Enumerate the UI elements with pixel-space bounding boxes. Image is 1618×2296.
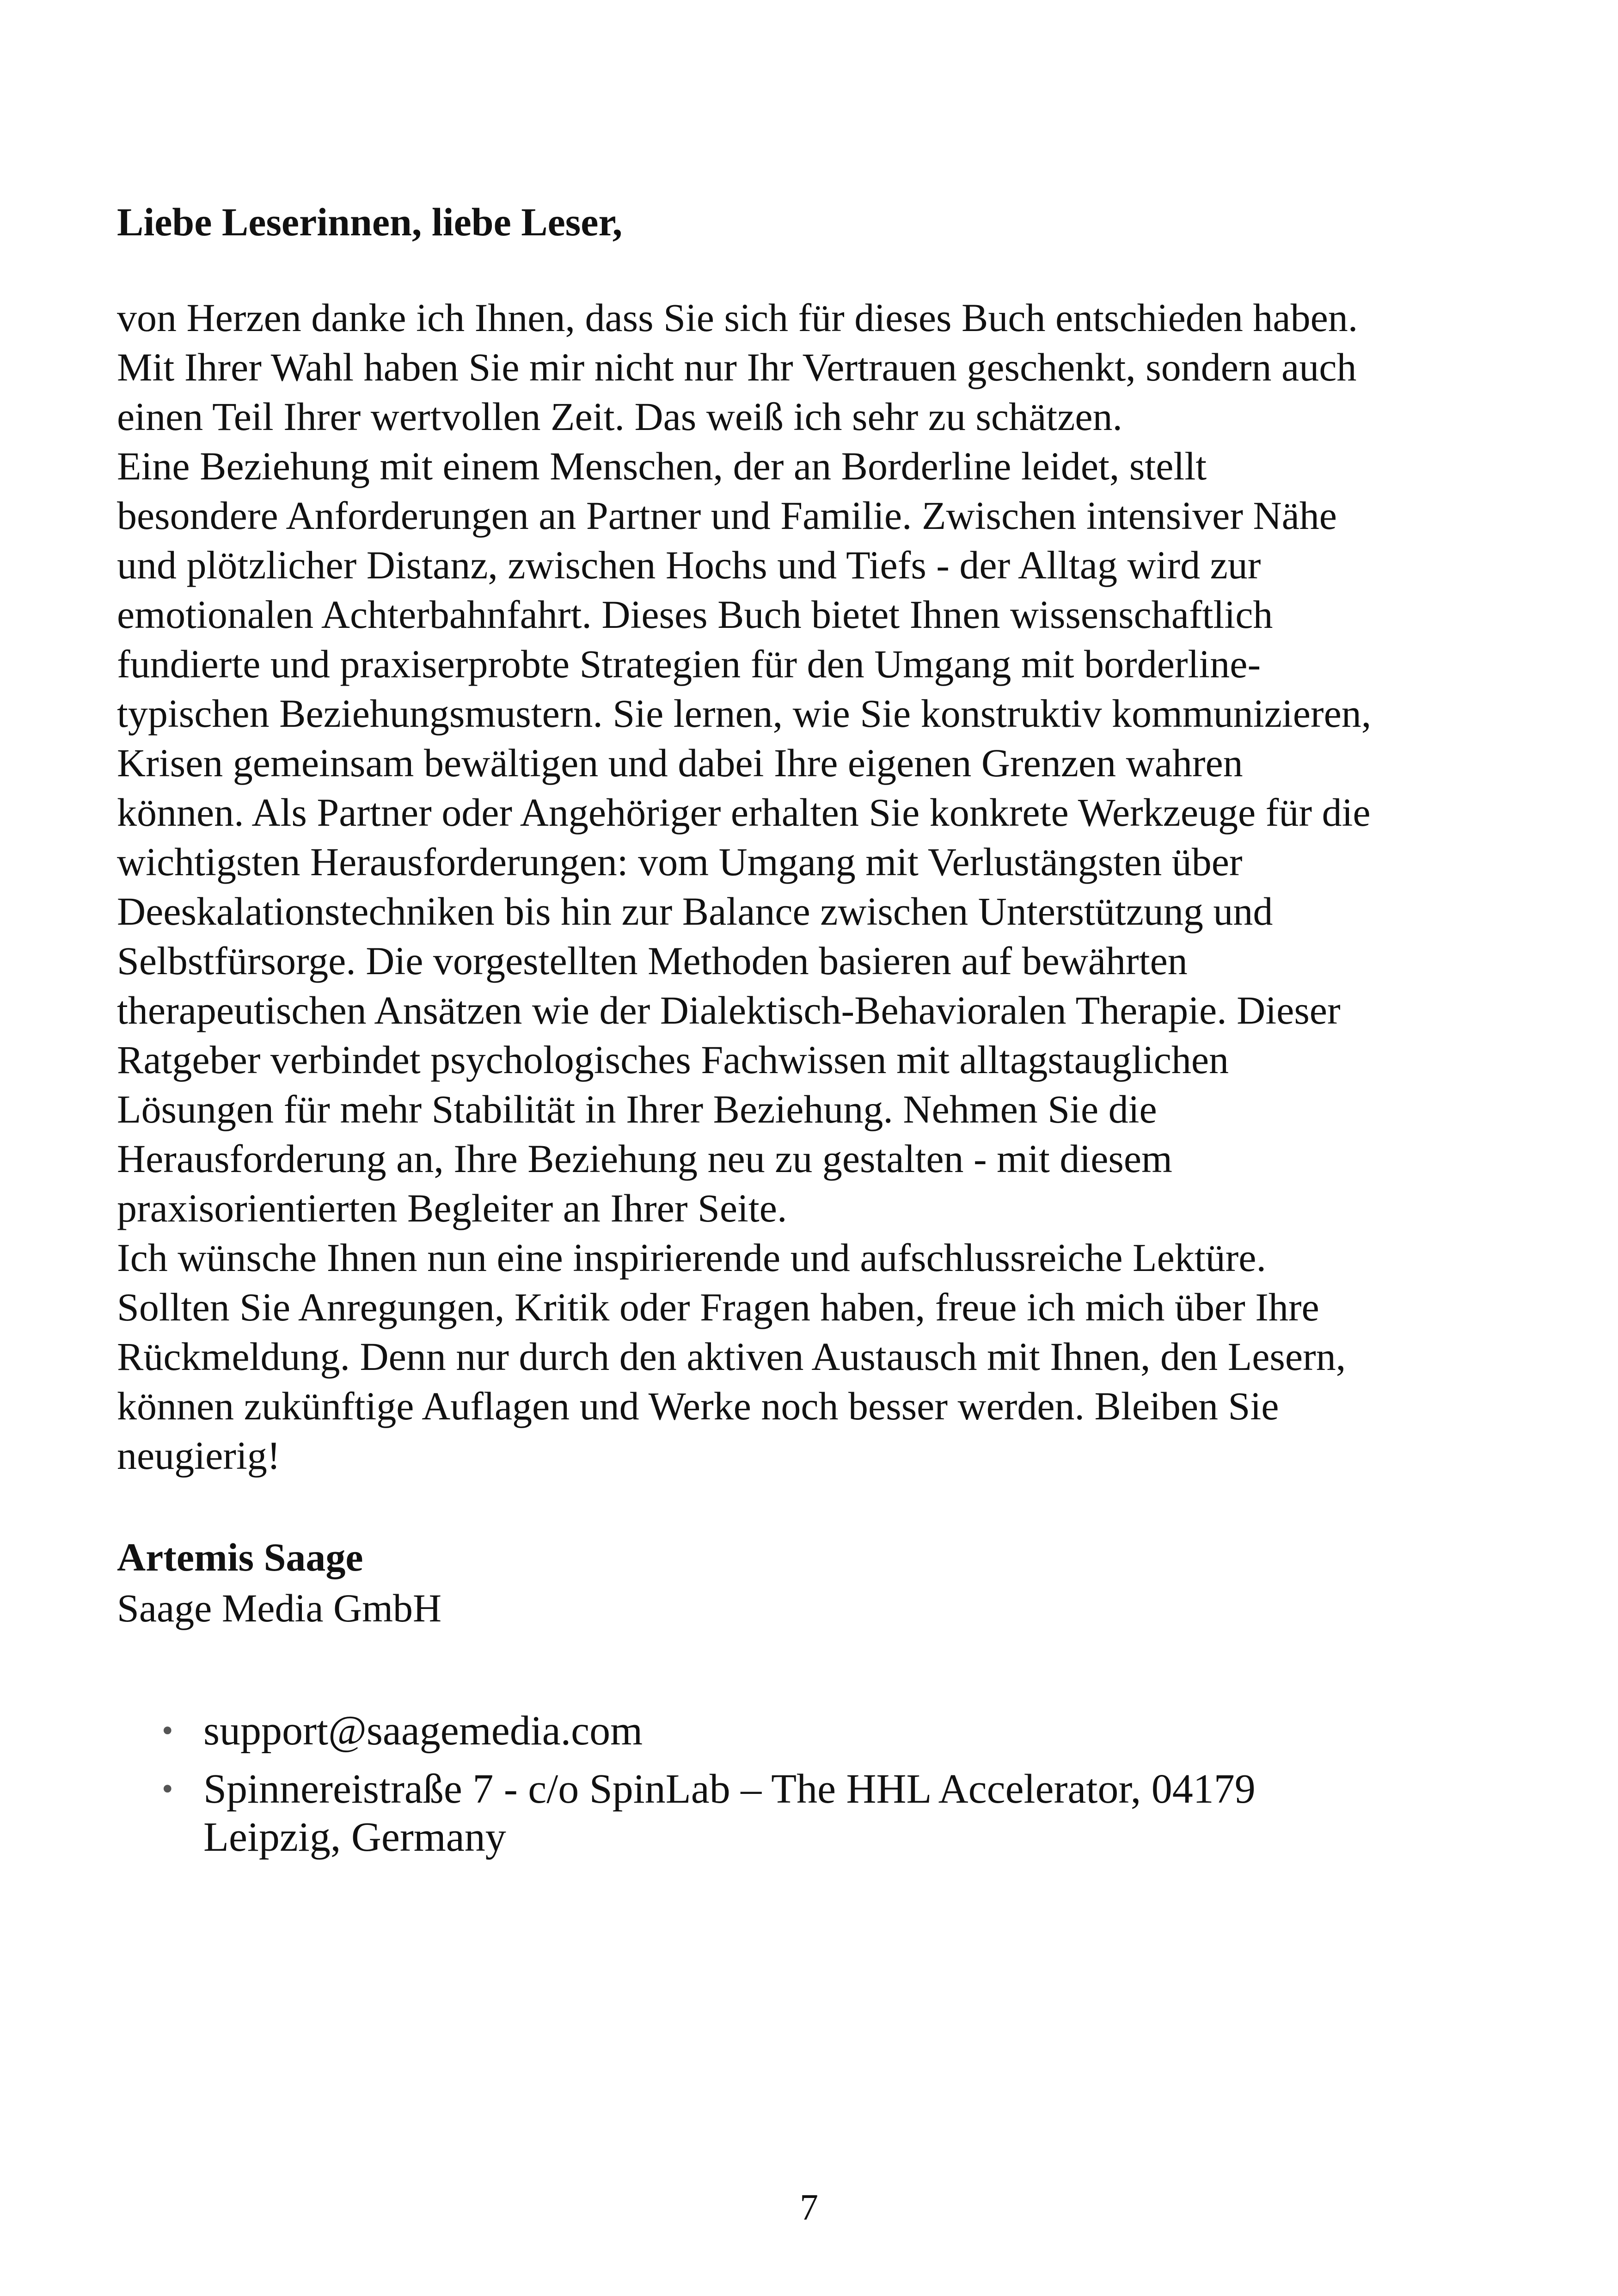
body-line: Deeskalationstechniken bis hin zur Balance zwischen Unterstützung und (117, 889, 1273, 933)
body-line: fundierte und praxiserprobte Strategien für den Umgang mit borderline- (117, 642, 1261, 686)
letter-body (117, 293, 1504, 1480)
body-line: können. Als Partner oder Angehöriger erhalten Sie konkrete Werkzeuge für die (117, 790, 1371, 835)
body-line: Lösungen für mehr Stabilität in Ihrer Beziehung. Nehmen Sie die (117, 1087, 1157, 1131)
body-line: therapeutischen Ansätzen wie der Dialektisch-Behavioralen Therapie. Dieser (117, 988, 1341, 1032)
body-line: Sollten Sie Anregungen, Kritik oder Fragen haben, freue ich mich über Ihre (117, 1285, 1319, 1329)
body-line: Rückmeldung. Denn nur durch den aktiven Austausch mit Ihnen, den Lesern, (117, 1334, 1346, 1379)
page-number: 7 (800, 2187, 818, 2228)
contact-address-line: Spinnereistraße 7 - c/o SpinLab – The HHL Accelerator, 04179 (203, 1766, 1256, 1812)
body-line: Ich wünsche Ihnen nun eine inspirierende und aufschlussreiche Lektüre. (117, 1235, 1266, 1280)
contact-email[interactable]: support@saagemedia.com (203, 1708, 643, 1754)
body-line: neugierig! (117, 1433, 281, 1478)
contact-list (162, 1707, 1256, 1872)
body-line: besondere Anforderungen an Partner und Familie. Zwischen intensiver Nähe (117, 493, 1337, 538)
contact-email-item (162, 1707, 1256, 1755)
bullet-icon: • (162, 1771, 173, 1807)
body-line: typischen Beziehungsmustern. Sie lernen, wie Sie konstruktiv kommunizieren, (117, 691, 1372, 736)
body-line: können zukünftige Auflagen und Werke noch besser werden. Bleiben Sie (117, 1384, 1279, 1428)
salutation: Liebe Leserinnen, liebe Leser, (117, 200, 623, 244)
body-line: und plötzlicher Distanz, zwischen Hochs und Tiefs - der Alltag wird zur (117, 543, 1261, 587)
company-name: Saage Media GmbH (117, 1586, 442, 1630)
body-line: Ratgeber verbindet psychologisches Fachwissen mit alltagstauglichen (117, 1037, 1229, 1082)
body-line: Mit Ihrer Wahl haben Sie mir nicht nur Ihr Vertrauen geschenkt, sondern auch (117, 345, 1357, 389)
author-name: Artemis Saage (117, 1535, 363, 1579)
contact-address-item (162, 1765, 1256, 1861)
bullet-icon: • (162, 1713, 173, 1749)
body-line: Eine Beziehung mit einem Menschen, der an Borderline leidet, stellt (117, 444, 1207, 488)
body-line: Selbstfürsorge. Die vorgestellten Methoden basieren auf bewährten (117, 939, 1188, 983)
body-line: Krisen gemeinsam bewältigen und dabei Ihre eigenen Grenzen wahren (117, 741, 1243, 785)
body-line: einen Teil Ihrer wertvollen Zeit. Das weiß ich sehr zu schätzen. (117, 394, 1122, 439)
body-line: Herausforderung an, Ihre Beziehung neu zu gestalten - mit diesem (117, 1136, 1172, 1181)
contact-address-line: Leipzig, Germany (203, 1814, 506, 1860)
body-line: praxisorientierten Begleiter an Ihrer Seite. (117, 1186, 787, 1230)
body-line: von Herzen danke ich Ihnen, dass Sie sich für dieses Buch entschieden haben. (117, 295, 1358, 340)
body-line: wichtigsten Herausforderungen: vom Umgang mit Verlustängsten über (117, 840, 1243, 884)
body-line: emotionalen Achterbahnfahrt. Dieses Buch bietet Ihnen wissenschaftlich (117, 592, 1273, 637)
